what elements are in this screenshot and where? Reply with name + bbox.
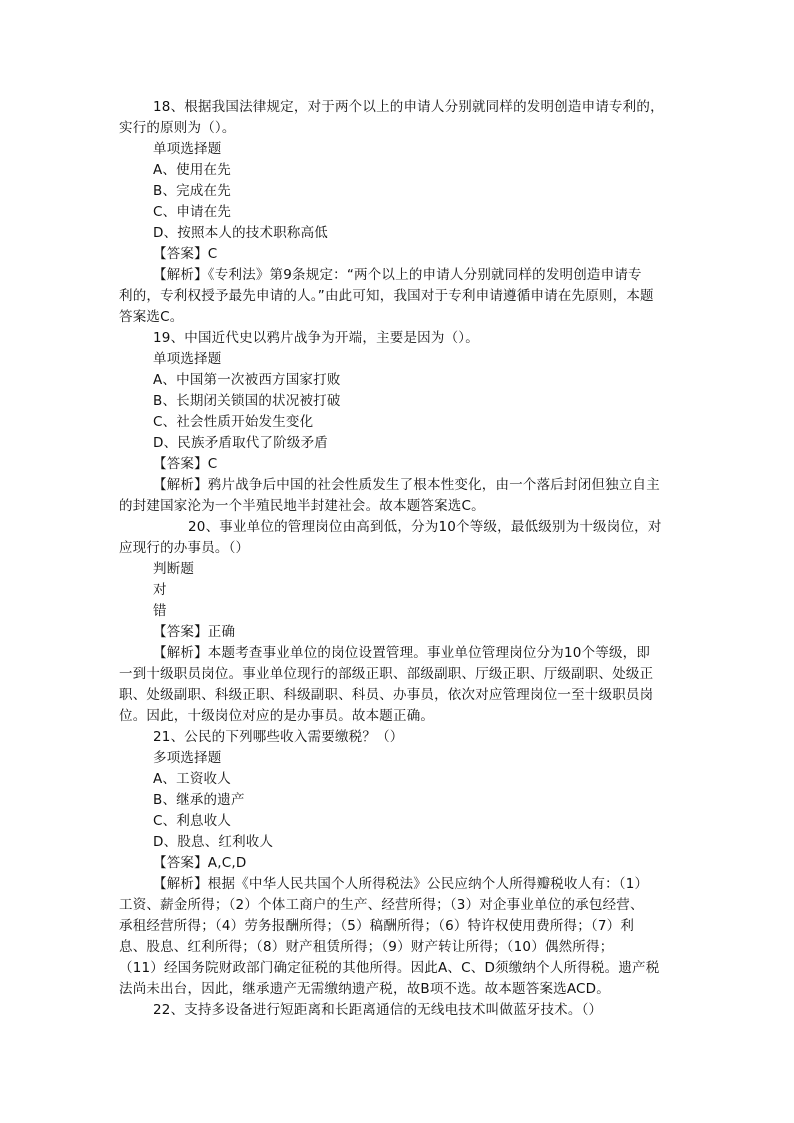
q19-analysis-line-2: 的封建国家沦为一个半殖民地半封建社会。故本题答案选C。 xyxy=(119,498,485,514)
q18-answer: 【答案】C xyxy=(153,246,218,262)
q21-analysis-line-4: 息、股息、红利所得；（8）财产租赁所得；（9）财产转让所得；（10）偶然所得； xyxy=(119,939,614,955)
q19-stem-line-1: 19、中国近代史以鸦片战争为开端，主要是因为（）。 xyxy=(153,330,479,346)
q21-answer: 【答案】A,C,D xyxy=(153,855,247,871)
q19-analysis-line-1: 【解析】鸦片战争后中国的社会性质发生了根本性变化，由一个落后封闭但独立自主 xyxy=(153,477,660,493)
q21-analysis-line-2: 工资、薪金所得；（2）个体工商户的生产、经营所得；（3）对企事业单位的承包经营、 xyxy=(119,897,644,913)
q18-analysis-line-3: 答案选C。 xyxy=(119,309,184,325)
q21-option-b: B、继承的遗产 xyxy=(153,792,245,808)
q19-option-b: B、长期闭关锁国的状况被打破 xyxy=(153,393,341,409)
q20-stem-line-2: 应现行的办事员。（） xyxy=(119,540,250,556)
q18-stem-line-2: 实行的原则为（）。 xyxy=(119,120,236,136)
q21-option-d: D、股息、红利收人 xyxy=(153,834,274,850)
q21-analysis-line-5: （11）经国务院财政部门确定征税的其他所得。因此A、C、D须缴纳个人所得税。遗产税 xyxy=(119,960,660,976)
q20-analysis-line-1: 【解析】本题考查事业单位的岗位设置管理。事业单位管理岗位分为10个等级，即 xyxy=(153,645,651,661)
q18-question-type: 单项选择题 xyxy=(153,141,222,157)
q21-analysis-line-3: 承租经营所得；（4）劳务报酬所得；（5）稿酬所得；（6）特许权使用费所得；（7）利 xyxy=(119,918,635,934)
q21-analysis-line-6: 法尚未出台，因此，继承遗产无需缴纳遗产税，故B项不选。故本题答案选ACD。 xyxy=(119,981,610,997)
q18-analysis-line-2: 利的，专利权授予最先申请的人。”由此可知，我国对于专利申请遵循申请在先原则，本题 xyxy=(119,288,654,304)
q18-analysis-line-1: 【解析】《专利法》第9条规定：“两个以上的申请人分别就同样的发明创造申请专 xyxy=(153,267,642,283)
q21-stem-line-1: 21、公民的下列哪些收入需要缴税？（） xyxy=(153,729,404,745)
q20-analysis-line-4: 位。因此，十级岗位对应的是办事员。故本题正确。 xyxy=(119,708,435,724)
q20-question-type: 判断题 xyxy=(153,561,195,577)
q21-option-a: A、工资收人 xyxy=(153,771,231,787)
q21-question-type: 多项选择题 xyxy=(153,750,222,766)
q19-option-c: C、社会性质开始发生变化 xyxy=(153,414,314,430)
q18-option-a: A、使用在先 xyxy=(153,162,231,178)
q18-option-b: B、完成在先 xyxy=(153,183,231,199)
q20-analysis-line-2: 一到十级职员岗位。事业单位现行的部级正职、部级副职、厅级正职、厅级副职、处级正 xyxy=(119,666,654,682)
q22-stem-line-1: 22、支持多设备进行短距离和长距离通信的无线电技术叫做蓝牙技术。（） xyxy=(153,1002,603,1018)
q20-answer: 【答案】正确 xyxy=(153,624,236,640)
q18-stem-line-1: 18、根据我国法律规定，对于两个以上的申请人分别就同样的发明创造申请专利的， xyxy=(153,99,664,115)
q19-option-d: D、民族矛盾取代了阶级矛盾 xyxy=(153,435,328,451)
q20-option-false: 错 xyxy=(153,603,167,619)
q20-option-true: 对 xyxy=(153,582,167,598)
q18-option-c: C、申请在先 xyxy=(153,204,232,220)
q20-analysis-line-3: 职、处级副职、科级正职、科级副职、科员、办事员，依次对应管理岗位一至十级职员岗 xyxy=(119,687,654,703)
q19-question-type: 单项选择题 xyxy=(153,351,222,367)
q20-stem-line-1: 20、事业单位的管理岗位由高到低，分为10个等级，最低级别为十级岗位，对 xyxy=(188,519,662,535)
q18-option-d: D、按照本人的技术职称高低 xyxy=(153,225,328,241)
q21-option-c: C、利息收人 xyxy=(153,813,232,829)
q19-answer: 【答案】C xyxy=(153,456,218,472)
q21-analysis-line-1: 【解析】根据《中华人民共国个人所得税法》公民应纳个人所得瓣税收人有：（1） xyxy=(153,876,649,892)
q19-option-a: A、中国第一次被西方国家打败 xyxy=(153,372,341,388)
